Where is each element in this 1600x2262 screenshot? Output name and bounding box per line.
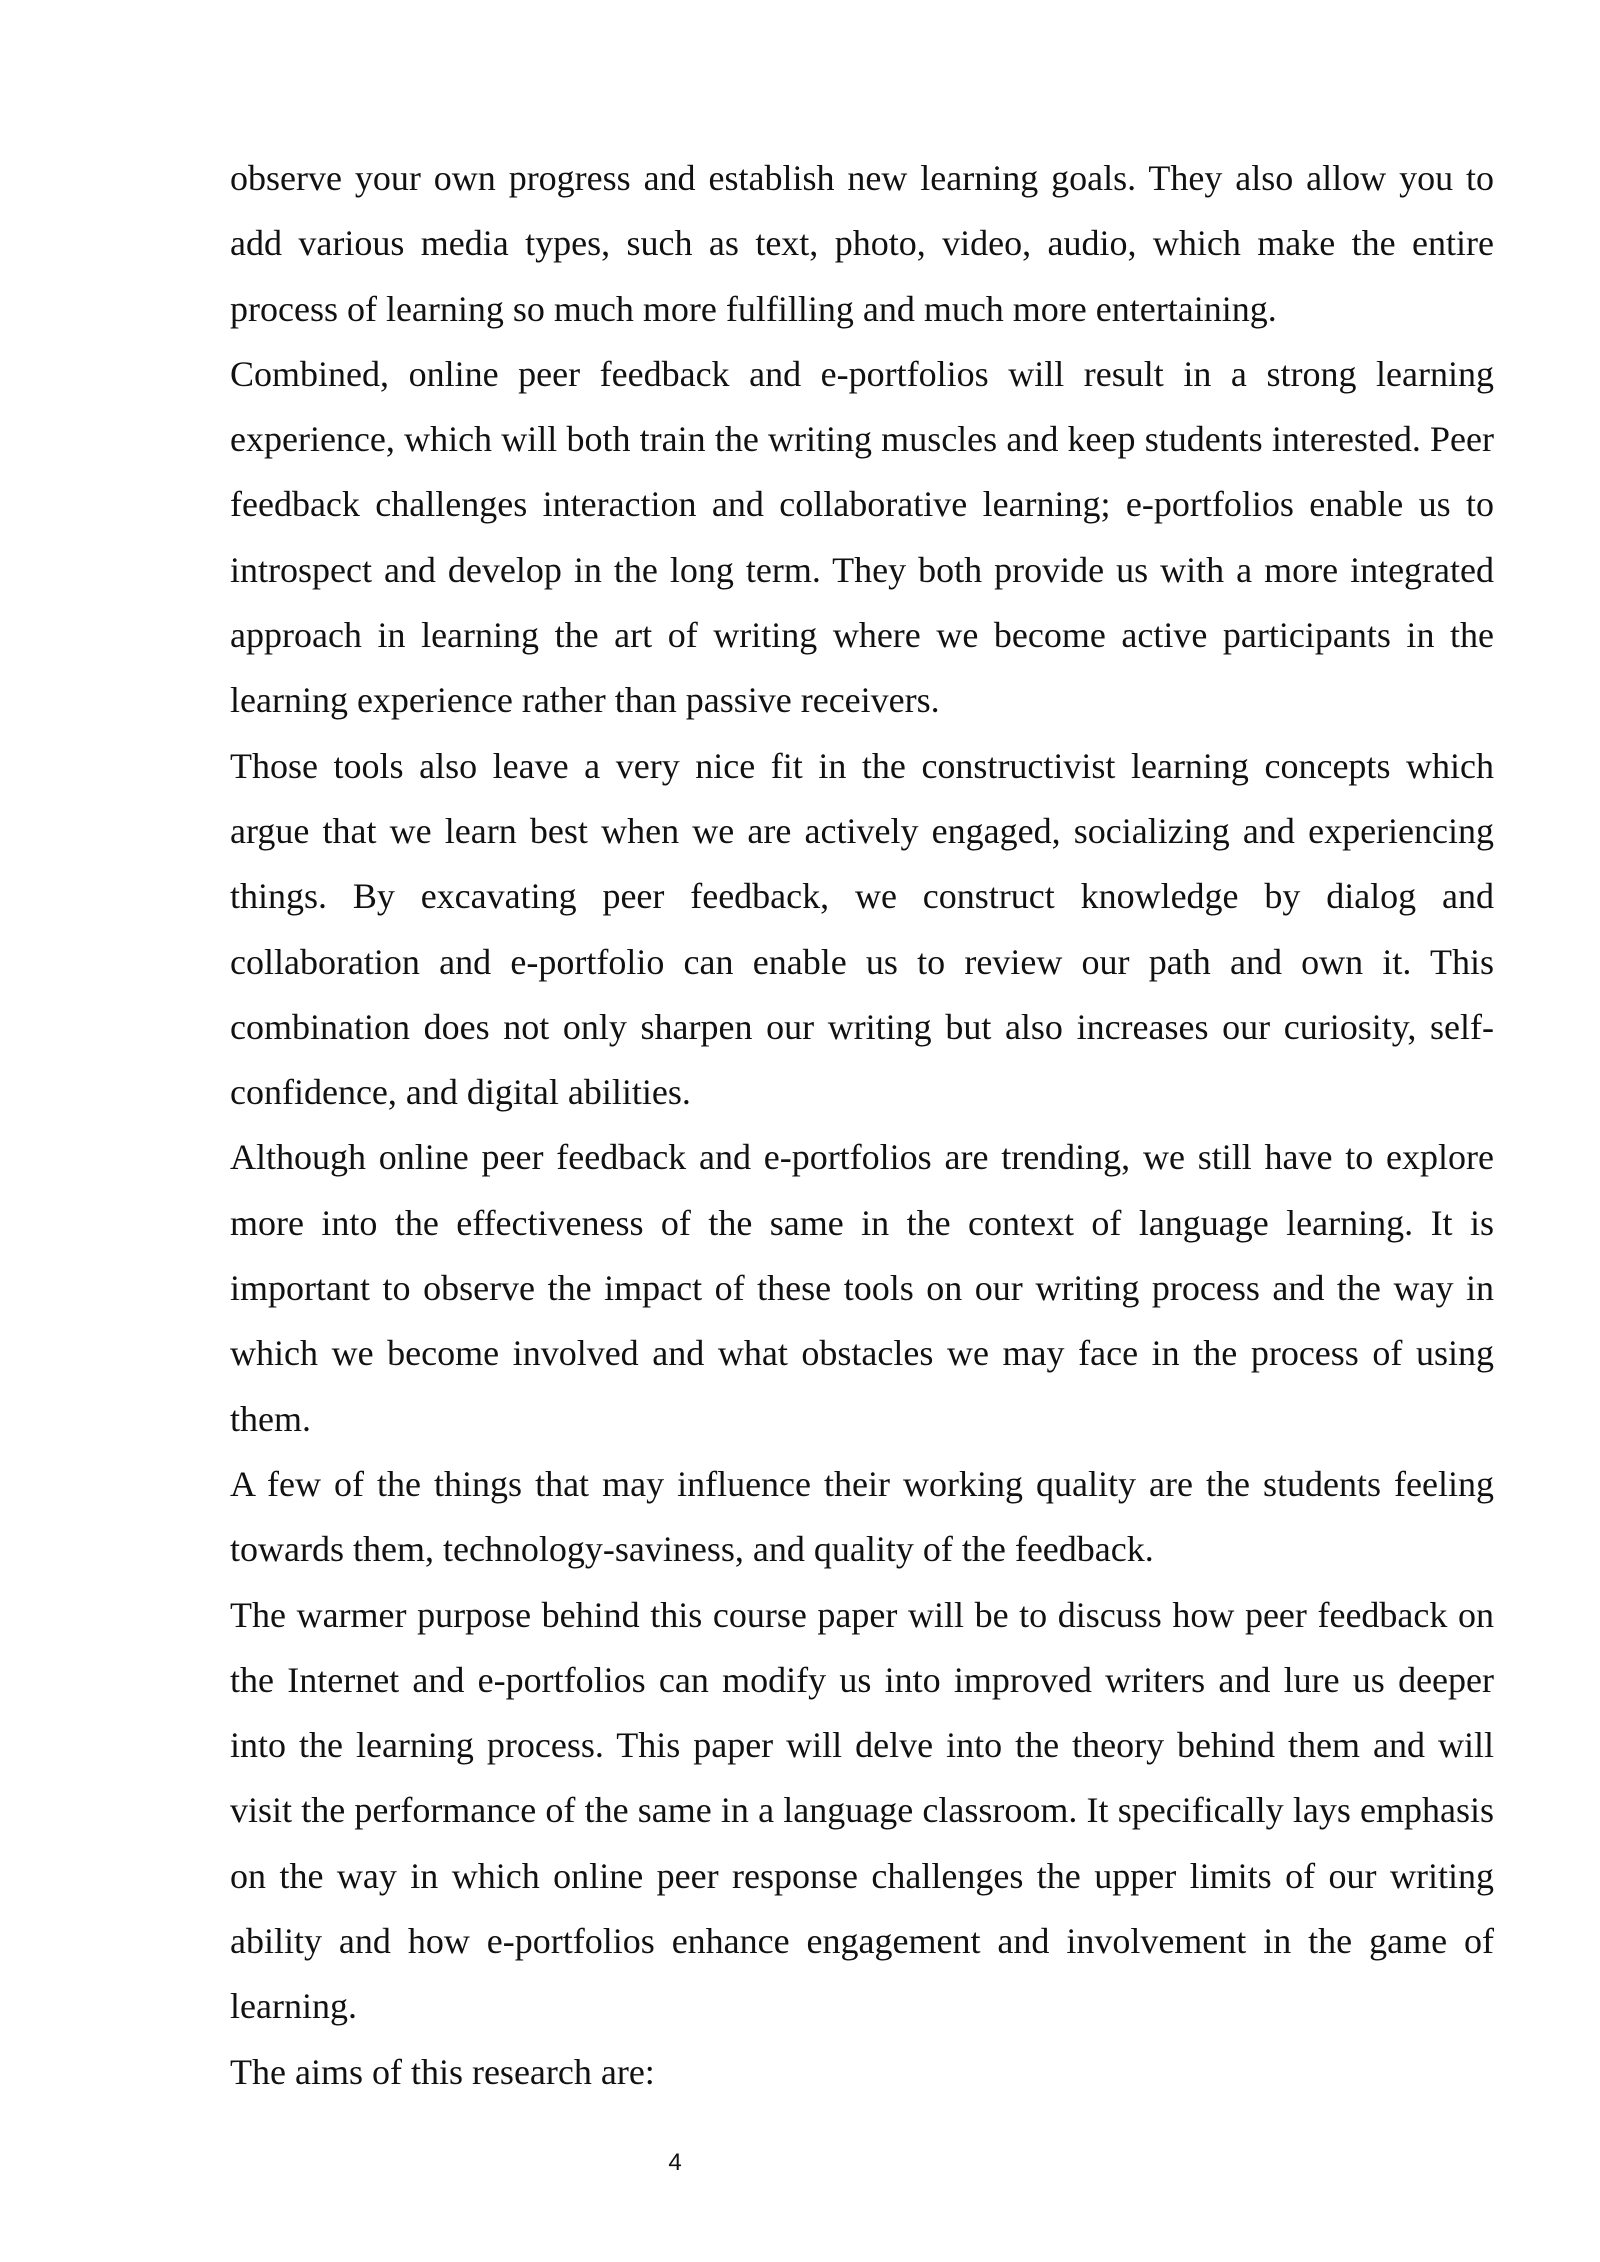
paragraph-constructivist: Those tools also leave a very nice fit in the constructivist learning concepts which argue that we learn best when we are actively engaged, socializing and experiencing things. By excavating peer feedback, we construct knowledge by dialog and collaboration and e-portfolio can enable us to review our path and own it. This combination does not only sharpen our writing but also increases our curiosity, self-confidence, and digital abilities. [230,745,1494,1113]
page-number: 4 [668,2149,682,2176]
paragraph-influences: A few of the things that may influence their working quality are the students feeling towards them, technology-saviness, and quality of the feedback. [230,1463,1494,1570]
paragraph-combined-approach: Combined, online peer feedback and e-portfolios will result in a strong learning experience, which will both train the writing muscles and keep students interested. Peer feedback challenges interaction and collaborative learning; e-portfolios enable us to introspect and develop in the long term. They both provide us with a more integrated approach in learning the art of writing where we become active participants in the learning experience rather than passive receivers. [230,353,1494,721]
body-text [230,146,1494,2105]
paragraph-aims: The aims of this research are: [230,2051,655,2092]
paragraph-media-types: observe your own progress and establish new learning goals. They also allow you to add various media types, such as text, photo, video, audio, which make the entire process of learning so much more fulfilling and much more entertaining. [230,158,1494,329]
paragraph-effectiveness: Although online peer feedback and e-portfolios are trending, we still have to explore more into the effectiveness of the same in the context of language learning. It is important to observe the impact of these tools on our writing process and the way in which we become involved and what obstacles we may face in the process of using them. [230,1137,1494,1439]
paragraph-purpose: The warmer purpose behind this course paper will be to discuss how peer feedback on the Internet and e-portfolios can modify us into improved writers and lure us deeper into the learning process. This paper will delve into the theory behind them and will visit the performance of the same in a language classroom. It specifically lays emphasis on the way in which online peer response challenges the upper limits of our writing ability and how e-portfolios enhance engagement and involvement in the game of learning. [230,1594,1494,2027]
